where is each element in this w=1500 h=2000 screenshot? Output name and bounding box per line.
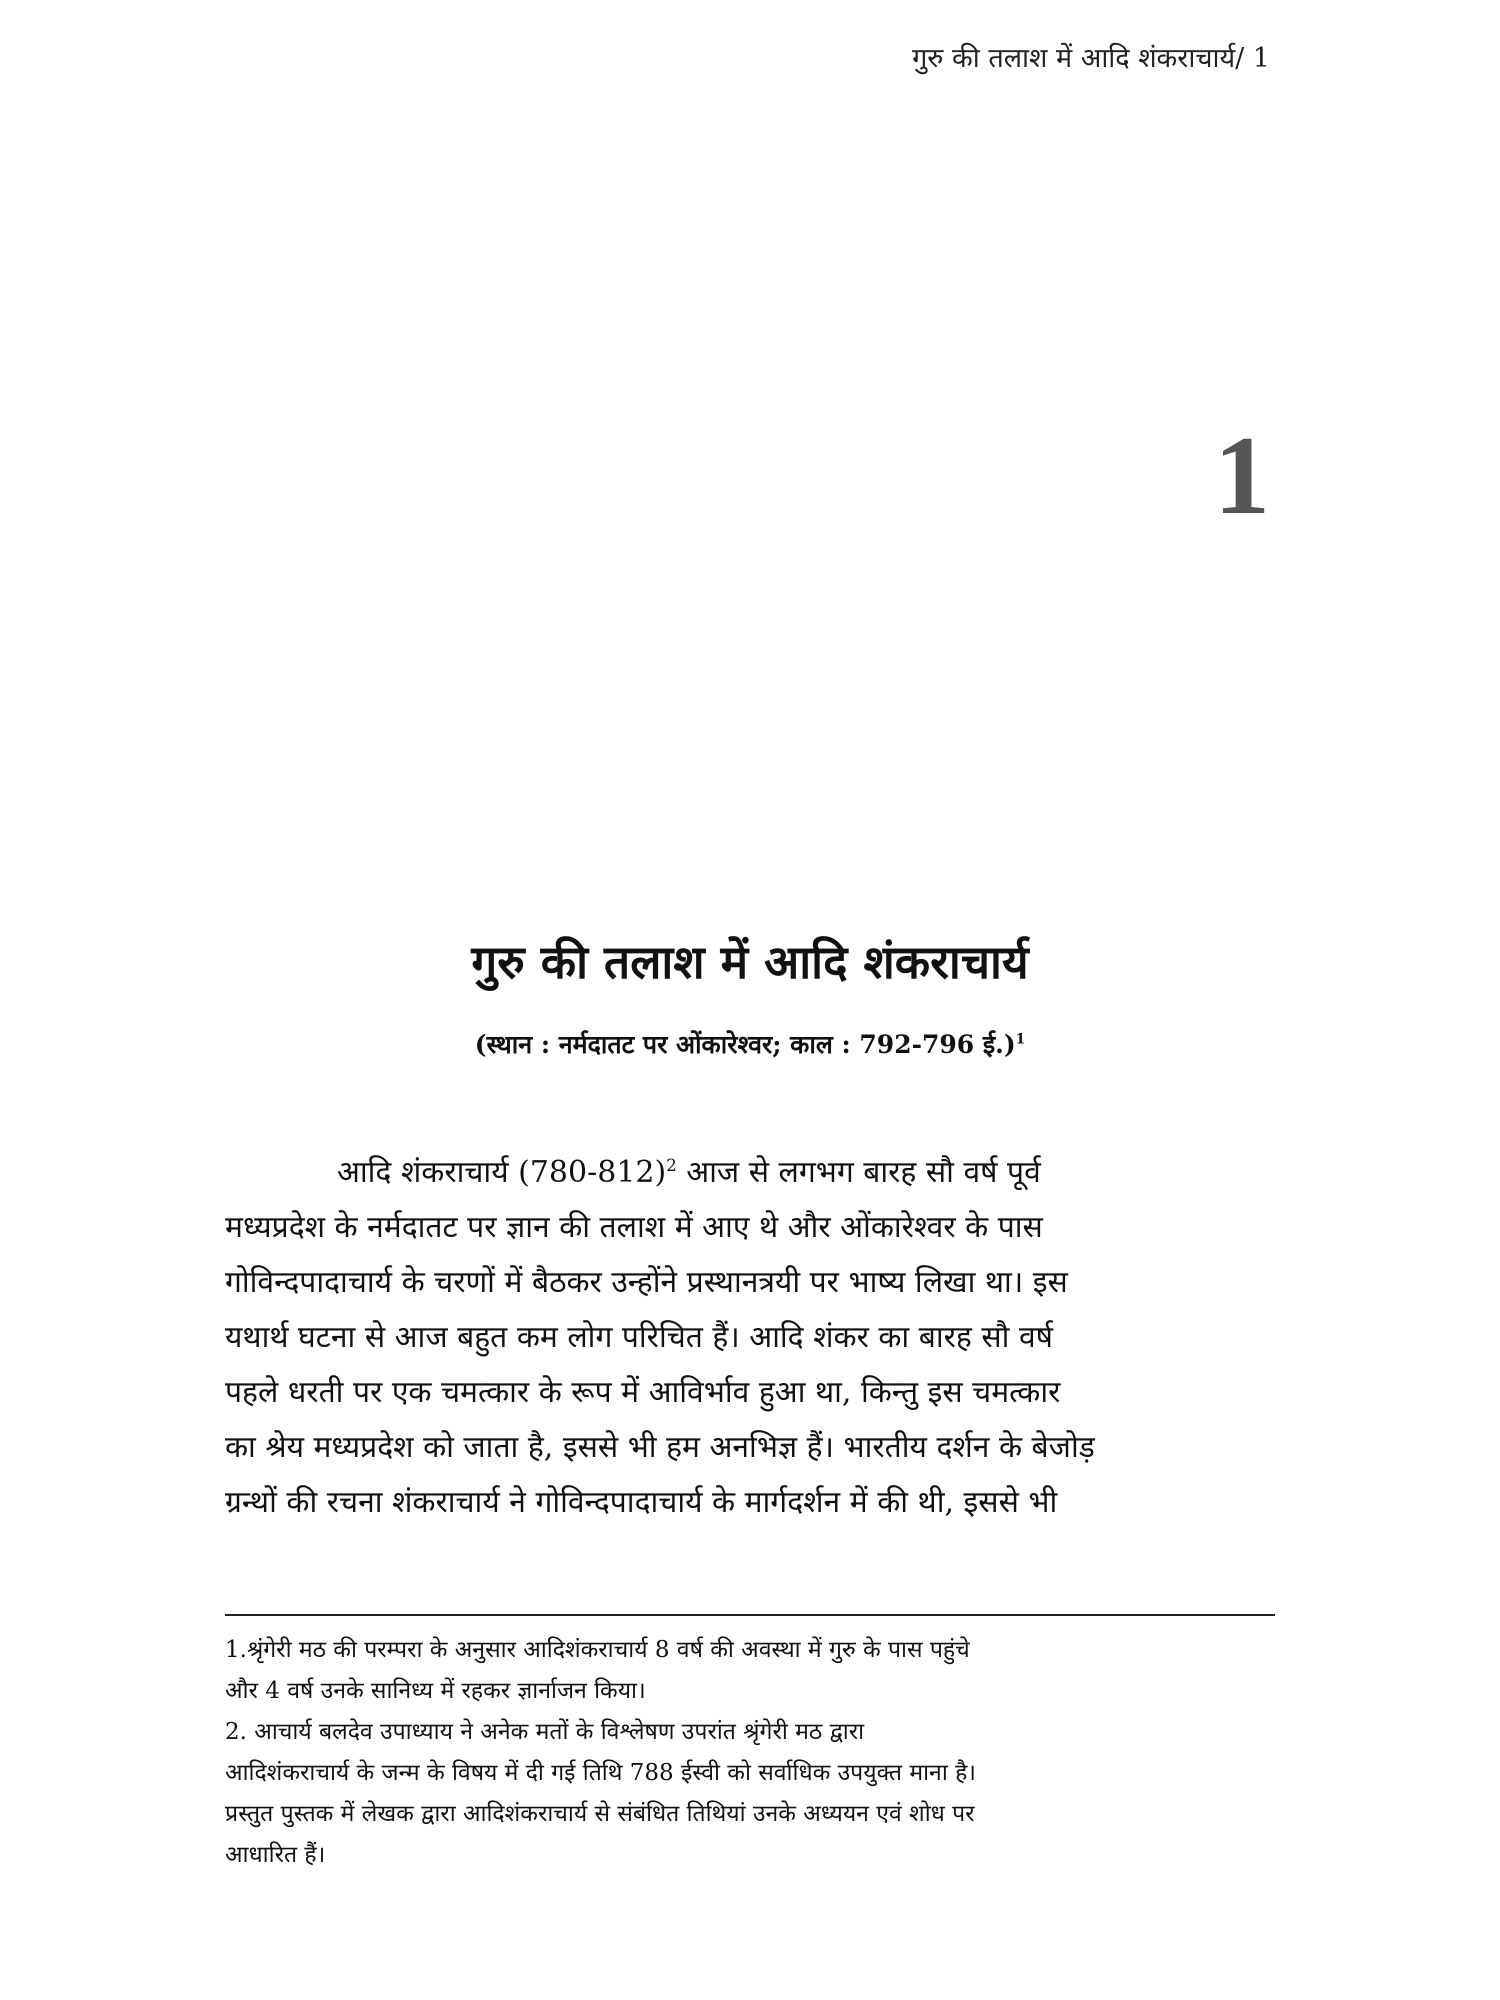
body-paragraph (225, 1145, 1275, 1530)
body-line-1-end: आज से लगभग बारह सौ वर्ष पूर्व (676, 1155, 1041, 1190)
body-line: का श्रेय मध्यप्रदेश को जाता है, इससे भी हम अनभिज्ञ हैं। भारतीय दर्शन के बेजोड़ (225, 1430, 1095, 1465)
footnote-line: आधारित हैं। (225, 1842, 326, 1868)
chapter-number: 1 (1214, 414, 1270, 538)
body-line-1-start: आदि शंकराचार्य (780-812) (337, 1155, 667, 1190)
body-line: ग्रन्थों की रचना शंकराचार्य ने गोविन्दपादाचार्य के मार्गदर्शन में की थी, इससे भी (225, 1485, 1058, 1520)
body-line: पहले धरती पर एक चमत्कार के रूप में आविर्भाव हुआ था, किन्तु इस चमत्कार (225, 1375, 1061, 1410)
footnote-divider (225, 1614, 1275, 1616)
running-header: गुरु की तलाश में आदि शंकराचार्य/ 1 (912, 43, 1270, 74)
chapter-subtitle (0, 1030, 1500, 1060)
footnote-line: 2. आचार्य बलदेव उपाध्याय ने अनेक मतों के विश्लेषण उपरांत श्रृंगेरी मठ द्वारा (225, 1719, 865, 1745)
footnote-line: आदिशंकराचार्य के जन्म के विषय में दी गई तिथि 788 ईस्वी को सर्वाधिक उपयुक्त माना है। (225, 1760, 977, 1786)
footnote-ref-2: 2 (666, 1156, 677, 1175)
body-line (225, 1145, 1275, 1200)
chapter-subtitle-text: (स्थान : नर्मदातट पर ओंकारेश्वर; काल : 792-796 ई.) (474, 1030, 1016, 1059)
body-line: मध्यप्रदेश के नर्मदातट पर ज्ञान की तलाश में आए थे और ओंकारेश्वर के पास (225, 1210, 1043, 1245)
footnote-line: और 4 वर्ष उनके सानिध्य में रहकर ज्ञार्नाजन किया। (225, 1678, 646, 1704)
body-line: यथार्थ घटना से आज बहुत कम लोग परिचित हैं। आदि शंकर का बारह सौ वर्ष (225, 1320, 1053, 1355)
footnote-ref-1: 1 (1015, 1031, 1026, 1048)
footnotes (225, 1630, 1275, 1876)
chapter-title: गुरु की तलाश में आदि शंकराचार्य (471, 935, 1029, 989)
body-line: गोविन्दपादाचार्य के चरणों में बैठकर उन्होंने प्रस्थानत्रयी पर भाष्य लिखा था। इस (225, 1265, 1068, 1300)
footnote-line: प्रस्तुत पुस्तक में लेखक द्वारा आदिशंकराचार्य से संबंधित तिथियां उनके अध्ययन एवं शोध पर (225, 1801, 975, 1827)
footnote-line: 1.श्रृंगेरी मठ की परम्परा के अनुसार आदिशंकराचार्य 8 वर्ष की अवस्था में गुरु के पास पहुंचे (225, 1637, 970, 1663)
